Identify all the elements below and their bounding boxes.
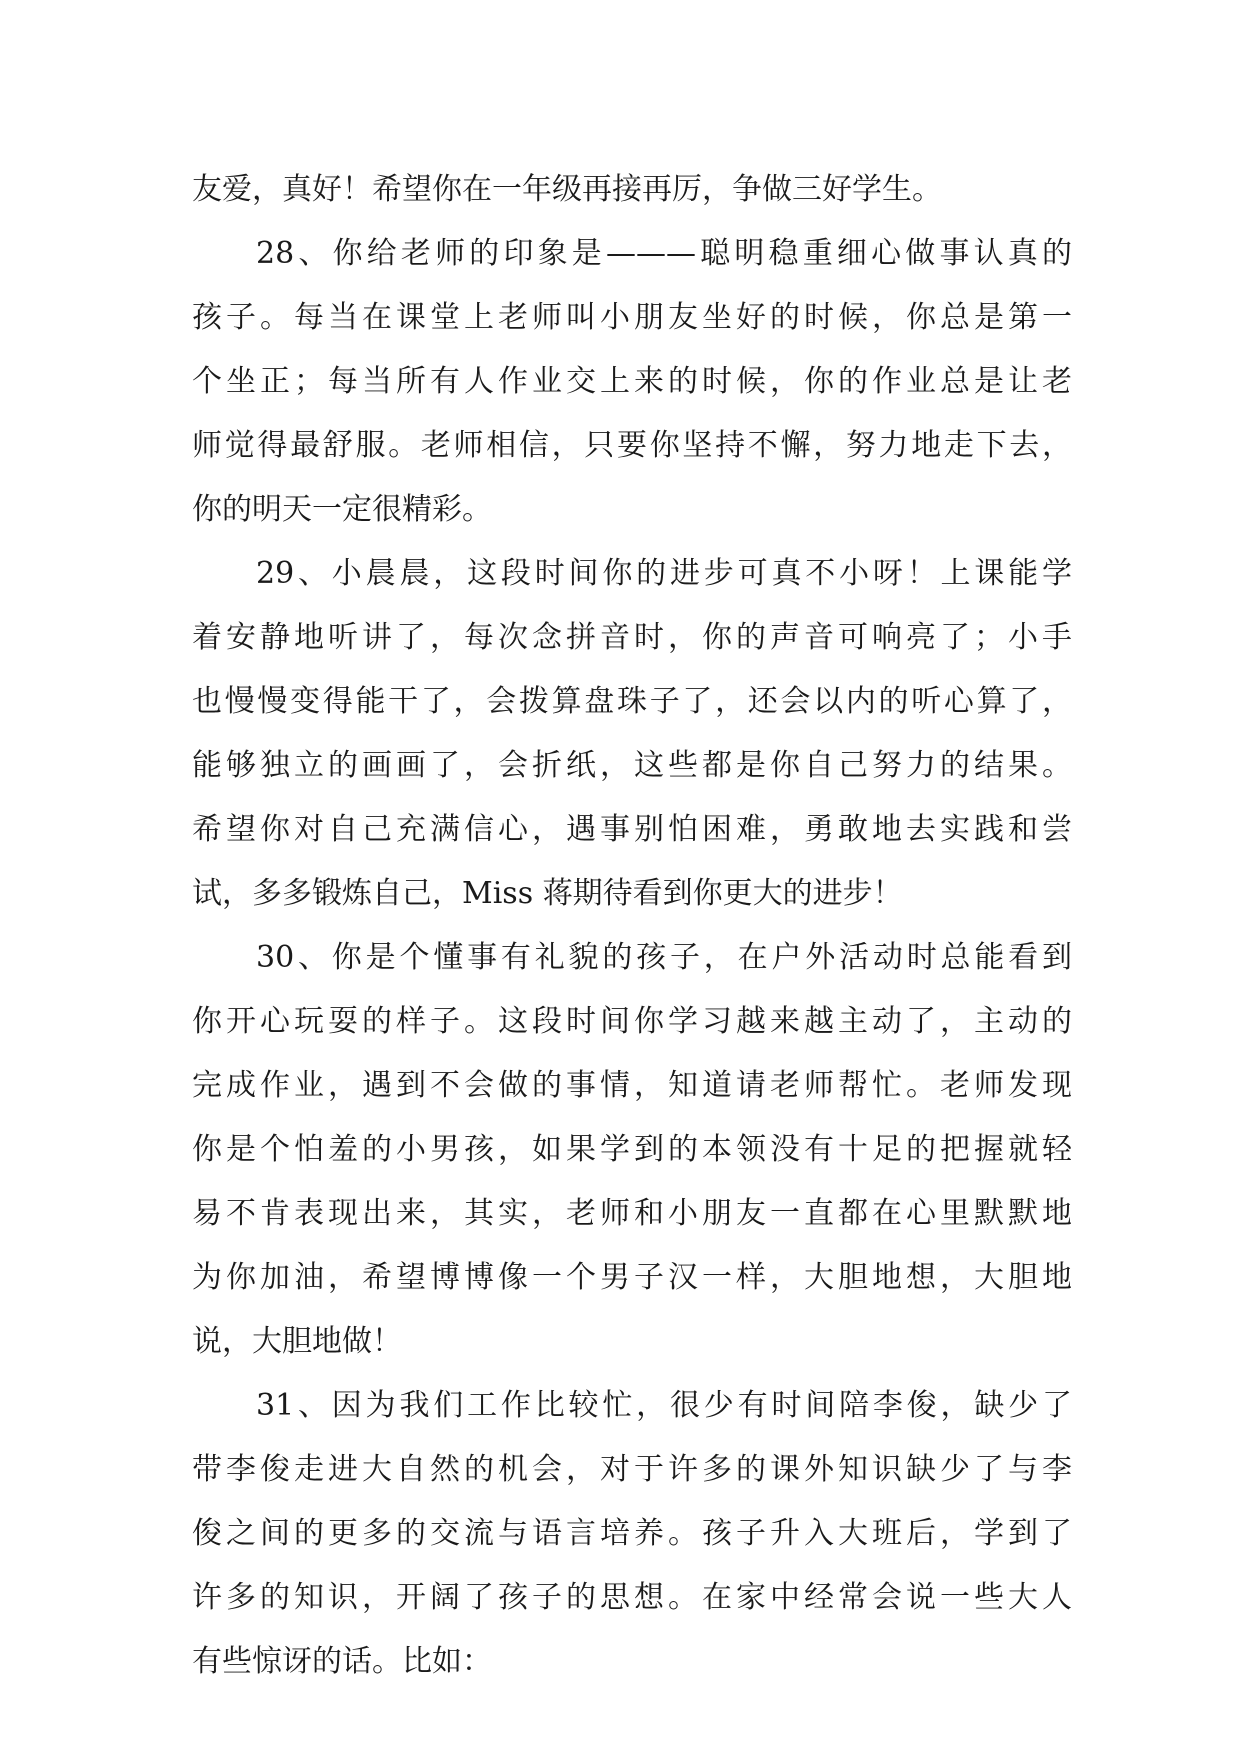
text-line: 俊之间的更多的交流与语言培养。孩子升入大班后，学到了: [192, 1516, 1072, 1551]
text-line: 孩子。每当在课堂上老师叫小朋友坐好的时候，你总是第一: [192, 300, 1072, 335]
text-line: 许多的知识，开阔了孩子的思想。在家中经常会说一些大人: [192, 1580, 1072, 1615]
text-line: 师觉得最舒服。老师相信，只要你坚持不懈，努力地走下去，: [192, 428, 1072, 463]
text-line: 31、因为我们工作比较忙，很少有时间陪李俊，缺少了: [256, 1388, 1072, 1423]
text-line: 能够独立的画画了，会折纸，这些都是你自己努力的结果。: [192, 748, 1072, 783]
text-line: 你是个怕羞的小男孩，如果学到的本领没有十足的把握就轻: [192, 1132, 1072, 1167]
text-line: 说，大胆地做！: [192, 1324, 402, 1359]
text-line: 有些惊讶的话。比如：: [192, 1644, 492, 1679]
text-line: 为你加油，希望博博像一个男子汉一样，大胆地想，大胆地: [192, 1260, 1072, 1295]
text-line: 试，多多锻炼自己，Miss 蒋期待看到你更大的进步！: [192, 876, 903, 911]
document-body: [192, 158, 1072, 1694]
text-line: 也慢慢变得能干了，会拨算盘珠子了，还会以内的听心算了，: [192, 684, 1072, 719]
text-line: 带李俊走进大自然的机会，对于许多的课外知识缺少了与李: [192, 1452, 1072, 1487]
text-line: 你开心玩耍的样子。这段时间你学习越来越主动了，主动的: [192, 1004, 1072, 1039]
text-line: 希望你对自己充满信心，遇事别怕困难，勇敢地去实践和尝: [192, 812, 1072, 847]
text-line: 易不肯表现出来，其实，老师和小朋友一直都在心里默默地: [192, 1196, 1072, 1231]
text-line: 友爱，真好！希望你在一年级再接再厉，争做三好学生。: [192, 172, 942, 207]
text-line: 28、你给老师的印象是———聪明稳重细心做事认真的: [256, 236, 1072, 271]
text-line: 着安静地听讲了，每次念拼音时，你的声音可响亮了；小手: [192, 620, 1072, 655]
text-line: 个坐正；每当所有人作业交上来的时候，你的作业总是让老: [192, 364, 1072, 399]
text-line: 29、小晨晨，这段时间你的进步可真不小呀！上课能学: [256, 556, 1072, 591]
text-line: 30、你是个懂事有礼貌的孩子，在户外活动时总能看到: [256, 940, 1072, 975]
text-line: 你的明天一定很精彩。: [192, 492, 492, 527]
text-line: 完成作业，遇到不会做的事情，知道请老师帮忙。老师发现: [192, 1068, 1072, 1103]
